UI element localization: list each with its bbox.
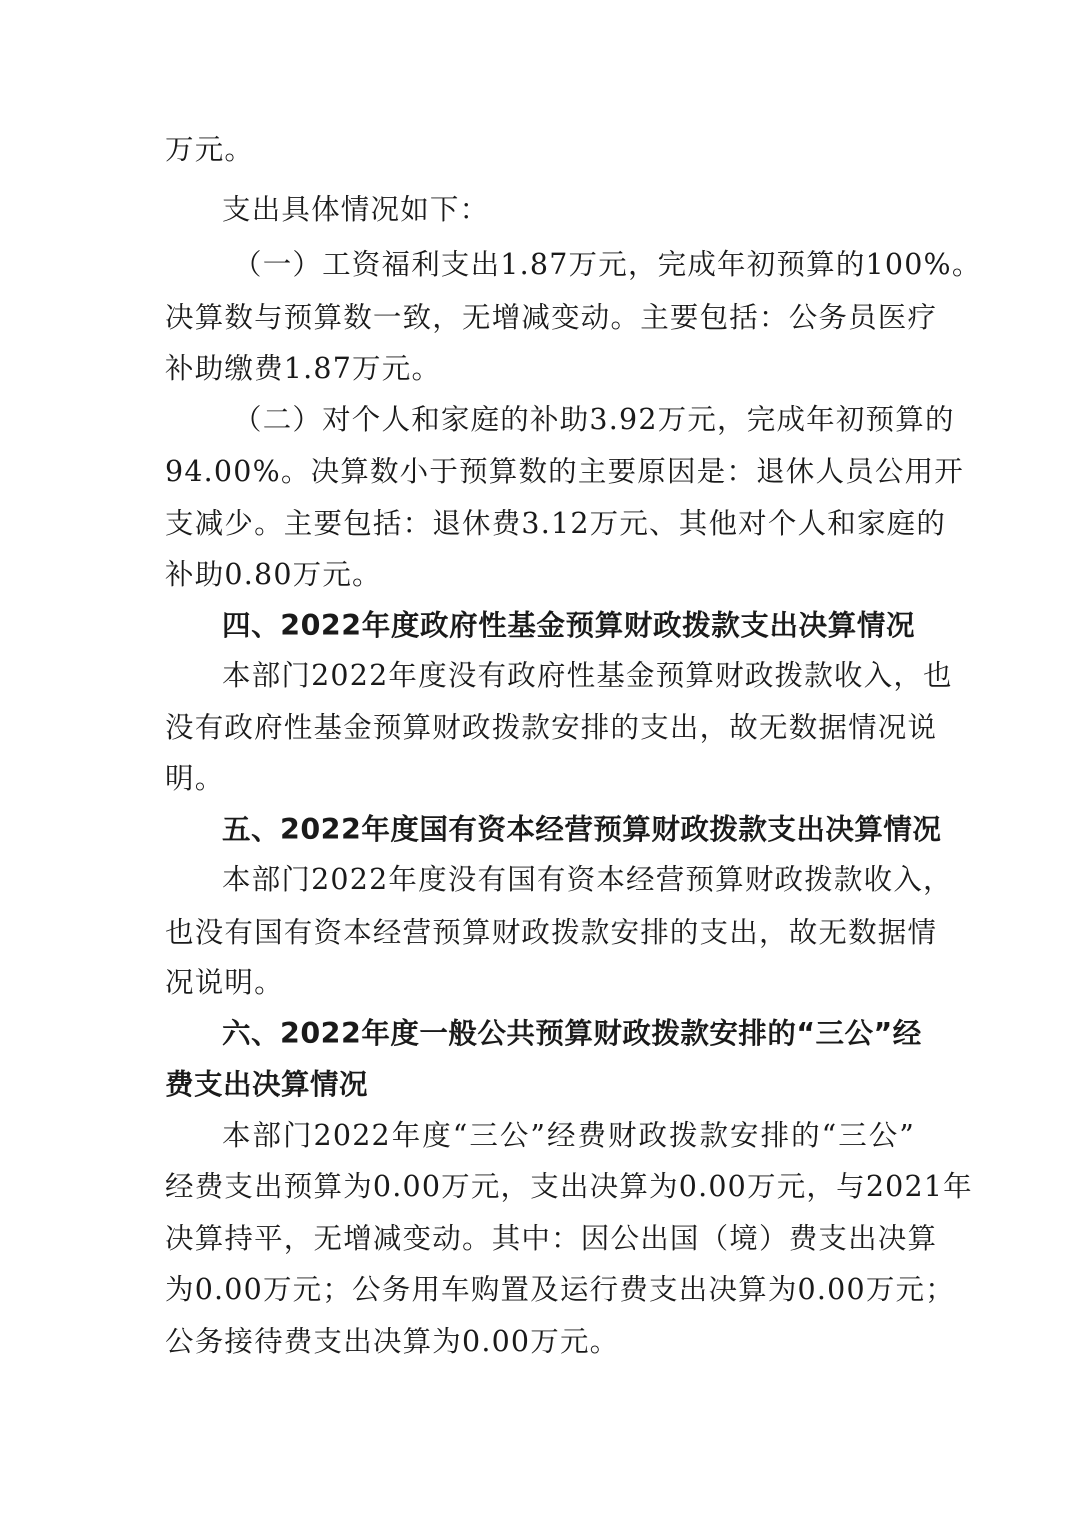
section-heading: 四、2022年度政府性基金预算财政拨款支出决算情况 <box>222 609 915 642</box>
section-heading: 六、2022年度一般公共预算财政拨款安排的“三公”经 <box>222 1017 922 1050</box>
text-line: 本部门2022年度没有政府性基金预算财政拨款收入，也 <box>222 659 953 692</box>
text-line: 也没有国有资本经营预算财政拨款安排的支出，故无数据情 <box>165 916 938 949</box>
text-line: 支减少。主要包括：退休费3.12万元、其他对个人和家庭的 <box>165 507 947 540</box>
text-line: 经费支出预算为0.00万元，支出决算为0.00万元，与2021年 <box>165 1170 973 1203</box>
text-line: 况说明。 <box>165 966 284 999</box>
text-line: 支出具体情况如下： <box>222 193 490 226</box>
text-line: 决算数与预算数一致，无增减变动。主要包括：公务员医疗 <box>165 301 938 334</box>
text-line: 补助缴费1.87万元。 <box>165 352 442 385</box>
text-line: （一）工资福利支出1.87万元，完成年初预算的100%。 <box>233 248 982 281</box>
text-line: 94.00%。决算数小于预算数的主要原因是：退休人员公用开 <box>165 455 964 488</box>
section-heading: 费支出决算情况 <box>165 1068 369 1101</box>
text-line: 公务接待费支出决算为0.00万元。 <box>165 1325 620 1358</box>
text-line: 为0.00万元；公务用车购置及运行费支出决算为0.00万元； <box>165 1273 955 1306</box>
text-line: 补助0.80万元。 <box>165 558 382 591</box>
text-line: 决算持平，无增减变动。其中：因公出国（境）费支出决算 <box>165 1222 938 1255</box>
section-heading: 五、2022年度国有资本经营预算财政拨款支出决算情况 <box>222 813 942 846</box>
text-line: 明。 <box>165 762 225 795</box>
text-line: 本部门2022年度“三公”经费财政拨款安排的“三公” <box>222 1119 915 1152</box>
text-line: 万元。 <box>165 133 255 166</box>
text-line: 没有政府性基金预算财政拨款安排的支出，故无数据情况说 <box>165 711 938 744</box>
text-line: （二）对个人和家庭的补助3.92万元，完成年初预算的 <box>233 403 955 436</box>
text-line: 本部门2022年度没有国有资本经营预算财政拨款收入， <box>222 863 953 896</box>
